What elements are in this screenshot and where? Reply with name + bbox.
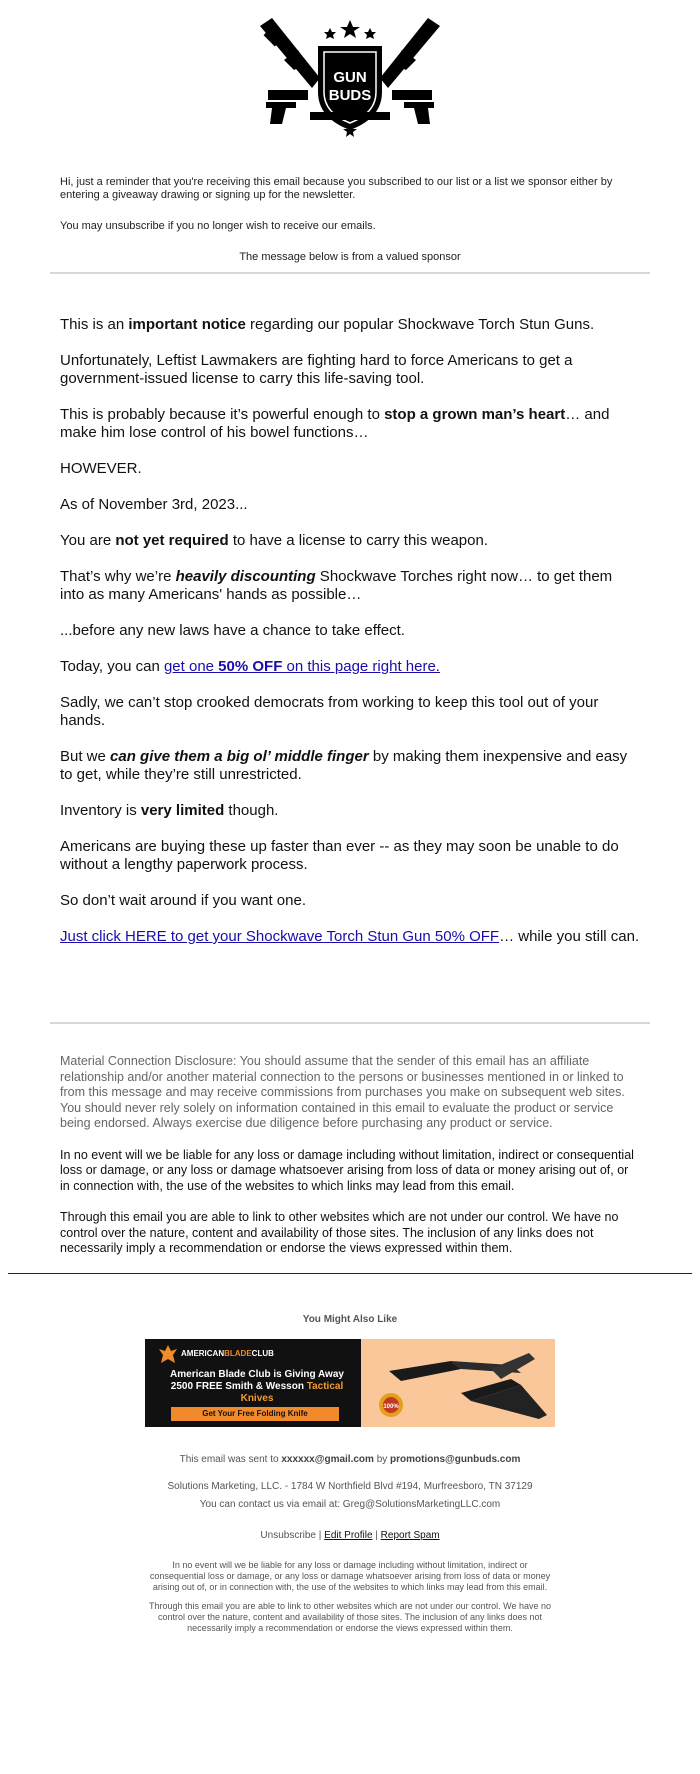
recommend-heading: You Might Also Like <box>302 1313 398 1325</box>
paragraph: This is probably because it’s powerful enough to stop a grown man’s heart… and make him lose control of his bowel functions… <box>60 406 610 441</box>
logo-text-buds: BUDS <box>328 87 372 104</box>
sponsor-message <box>0 316 700 946</box>
liability-disclaimer: In no event will we be liable for any loss or damage including without limitation, indirect or consequential loss or damage, or any loss or damage whatsoever arising from loss of data or money arising out of, or in connection with, the use of the websites to which links may lead from this email. <box>60 1147 634 1193</box>
crossed-guns-logo-icon <box>250 16 450 148</box>
banner-cta-button[interactable]: Get Your Free Folding Knife <box>171 1407 339 1421</box>
logo-text-gun: GUN <box>333 69 367 86</box>
company-address: Solutions Marketing, LLC. - 1784 W Northfield Blvd #194, Murfreesboro, TN 37129 <box>167 1480 533 1492</box>
sponsor-note: The message below is from a valued sponsor <box>239 251 461 263</box>
paragraph: Unfortunately, Leftist Lawmakers are fighting hard to force Americans to get a government-issued license to carry this life-saving tool. <box>60 352 573 387</box>
gunbuds-logo[interactable] <box>0 0 700 150</box>
material-disclosure: Material Connection Disclosure: You should assume that the sender of this email has an affiliate relationship and/or another material connection to the persons or businesses mentioned in or linked to from this message and may receive commissions from purchases you make on subsequent web sites. You should never rely solely on information contained in this email to evaluate the product or service being endorsed. Always exercise due diligence before purchasing any product or service. <box>60 1054 625 1130</box>
paragraph: You are not yet required to have a license to carry this weapon. <box>60 532 488 549</box>
cta-link[interactable]: Just click HERE to get your Shockwave Torch Stun Gun 50% OFF <box>60 928 500 945</box>
footer <box>0 1453 700 1542</box>
eagle-icon <box>157 1343 179 1365</box>
paragraph: Today, you can get one 50% OFF on this page right here. <box>60 658 440 675</box>
unsubscribe-note: You may unsubscribe if you no longer wish to receive our emails. <box>60 220 376 232</box>
paragraph: That’s why we’re heavily discounting Shockwave Torches right now… to get them into as many Americans' hands as possible… <box>60 568 613 603</box>
paragraph: So don’t wait around if you want one. <box>60 892 306 909</box>
sponsor-banner[interactable] <box>145 1339 555 1427</box>
external-links-disclaimer: Through this email you are able to link to other websites which are not under our control. We have no control over the nature, content and availability of those sites. The inclusion of any links does not necessarily imply a recommendation or endorse the views expressed within them. <box>60 1210 619 1255</box>
banner-headline: American Blade Club is Giving Away 2500 FREE Smith & Wesson Tactical Knives <box>170 1368 344 1404</box>
guarantee-badge-text: 100% <box>383 1403 399 1410</box>
footer-legal <box>0 1560 700 1634</box>
paragraph: HOWEVER. <box>60 460 142 477</box>
sent-to-line: This email was sent to xxxxxx@gmail.com by promotions@gunbuds.com <box>179 1453 521 1465</box>
banner-image-panel <box>361 1339 555 1427</box>
edit-profile-link[interactable]: Edit Profile <box>324 1529 373 1541</box>
offer-link[interactable]: get one 50% OFF on this page right here. <box>163 658 440 675</box>
unsubscribe-link[interactable]: Unsubscribe <box>260 1529 316 1541</box>
reminder-text: Hi, just a reminder that you're receiving this email because you subscribed to our list or a list we sponsor either by entering a giveaway drawing or signing up for the newsletter. <box>60 176 613 201</box>
folding-knife-icon <box>361 1339 555 1427</box>
disclosure-section <box>0 1054 700 1257</box>
paragraph: As of November 3rd, 2023... <box>60 496 248 513</box>
paragraph: Inventory is very limited though. <box>60 802 279 819</box>
paragraph: Just click HERE to get your Shockwave Torch Stun Gun 50% OFF… while you still can. <box>60 928 640 945</box>
contact-line: You can contact us via email at: Greg@SolutionsMarketingLLC.com <box>199 1498 501 1510</box>
footer-liability: In no event will we be liable for any loss or damage including without limitation, indirect or consequential loss or damage, or any loss or damage whatsoever arising from loss of data or money arising out of, or in connection with, the use of the websites to which links may lead from this email. <box>149 1559 551 1592</box>
footer-links-disclaimer: Through this email you are able to link to other websites which are not under our control. We have no control over the nature, content and availability of those sites. The inclusion of any links does not necessarily imply a recommendation or endorse the views expressed within them. <box>148 1600 552 1633</box>
banner-text-panel <box>145 1339 361 1427</box>
paragraph: Americans are buying these up faster than ever -- as they may soon be unable to do without a lengthy paperwork process. <box>60 838 619 873</box>
divider <box>8 1273 692 1274</box>
subscription-intro <box>0 176 700 264</box>
report-spam-link[interactable]: Report Spam <box>380 1529 440 1541</box>
banner-brand: AMERICANBLADECLUB <box>181 1348 274 1358</box>
paragraph: But we can give them a big ol’ middle finger by making them inexpensive and easy to get, while they’re still unrestricted. <box>60 748 628 783</box>
paragraph: ...before any new laws have a chance to take effect. <box>60 622 405 639</box>
paragraph: This is an important notice regarding our popular Shockwave Torch Stun Guns. <box>60 316 595 333</box>
footer-links: Unsubscribe | Edit Profile | Report Spam <box>260 1529 440 1541</box>
paragraph: Sadly, we can’t stop crooked democrats from working to keep this tool out of your hands. <box>60 694 599 729</box>
